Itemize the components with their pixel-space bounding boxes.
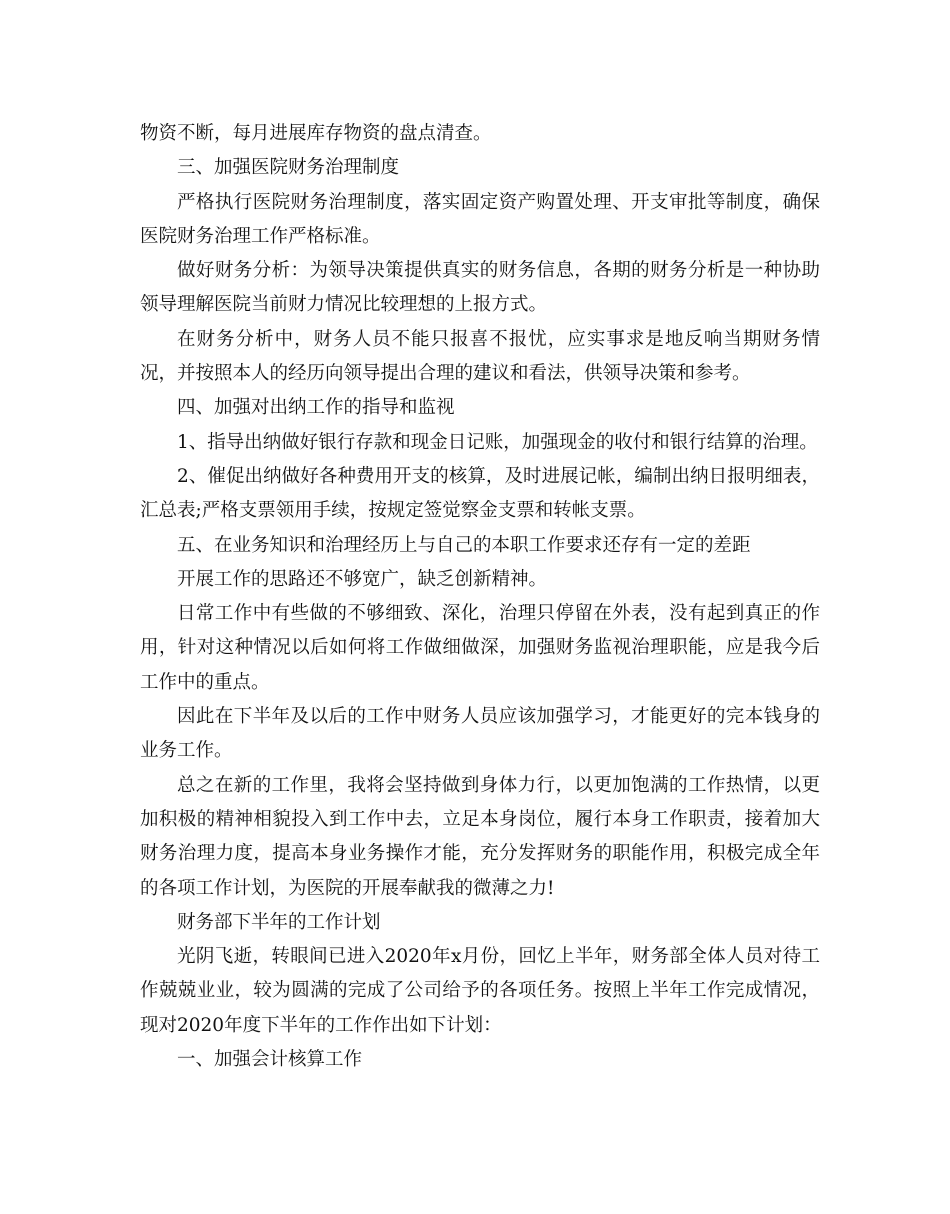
paragraph: 日常工作中有些做的不够细致、深化，治理只停留在外表，没有起到真正的作用，针对这种情况以后如何将工作做细做深，加强财务监视治理职能，应是我今后工作中的重点。 [140, 603, 820, 693]
section-heading-1: 一、加强会计核算工作 [177, 1049, 363, 1071]
paragraph: 做好财务分析：为领导决策提供真实的财务信息，各期的财务分析是一种协助领导理解医院当前财力情况比较理想的上报方式。 [140, 260, 820, 316]
section-heading-4: 四、加强对出纳工作的指导和监视 [177, 397, 455, 419]
section-title: 财务部下半年的工作计划 [177, 911, 381, 933]
section-heading-5: 五、在业务知识和治理经历上与自己的本职工作要求还存有一定的差距 [177, 534, 751, 556]
paragraph: 光阴飞逝，转眼间已进入2020年x月份，回忆上半年，财务部全体人员对待工作兢兢业业，较为圆满的完成了公司给予的各项任务。按照上半年工作完成情况，现对2020年度下半年的工作作出如下计划： [140, 946, 820, 1036]
paragraph-continuation: 物资不断，每月进展库存物资的盘点清查。 [140, 123, 492, 144]
list-item-1: 1、指导出纳做好银行存款和现金日记账，加强现金的收付和银行结算的治理。 [177, 431, 818, 453]
paragraph: 因此在下半年及以后的工作中财务人员应该加强学习，才能更好的完本钱身的业务工作。 [140, 706, 820, 762]
list-item-2: 2、催促出纳做好各种费用开支的核算，及时进展记帐，编制出纳日报明细表，汇总表;严格支票领用手续，按规定签觉察金支票和转帐支票。 [140, 465, 820, 522]
section-heading-3: 三、加强医院财务治理制度 [177, 157, 400, 179]
paragraph: 开展工作的思路还不够宽广，缺乏创新精神。 [177, 568, 548, 590]
paragraph: 在财务分析中，财务人员不能只报喜不报忧，应实事求是地反响当期财务情况，并按照本人的经历向领导提出合理的建议和看法，供领导决策和参考。 [140, 328, 820, 385]
document-body [140, 117, 820, 1077]
paragraph: 总之在新的工作里，我将会坚持做到身体力行，以更加饱满的工作热情，以更加积极的精神相貌投入到工作中去，立足本身岗位，履行本身工作职责，接着加大财务治理力度，提高本身业务操作才能，充分发挥财务的职能作用，积极完成全年的各项工作计划，为医院的开展奉献我的微薄之力! [140, 774, 820, 899]
paragraph: 严格执行医院财务治理制度，落实固定资产购置处理、开支审批等制度，确保医院财务治理工作严格标准。 [140, 191, 820, 247]
